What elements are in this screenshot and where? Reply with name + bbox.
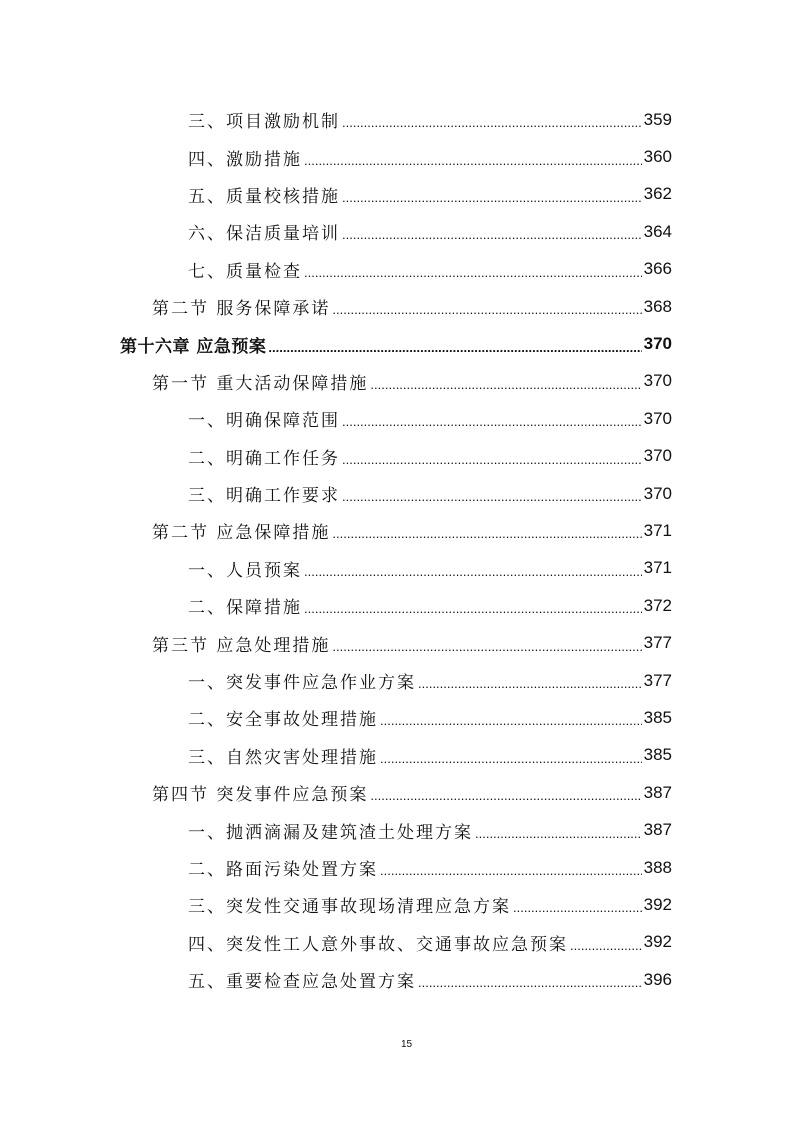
dot-leader bbox=[370, 377, 641, 392]
toc-entry-title: 二、路面污染处置方案 bbox=[188, 860, 378, 880]
toc-subsection-entry[interactable] bbox=[0, 849, 793, 886]
dot-leader bbox=[418, 975, 642, 990]
dot-leader bbox=[332, 639, 641, 654]
toc-section-entry[interactable] bbox=[0, 624, 793, 661]
toc-subsection-entry[interactable] bbox=[0, 662, 793, 699]
dot-leader bbox=[475, 826, 642, 841]
dot-leader bbox=[332, 302, 641, 317]
toc-entry-title: 三、突发性交通事故现场清理应急方案 bbox=[188, 897, 511, 918]
dot-leader bbox=[570, 938, 642, 953]
dot-leader bbox=[332, 526, 641, 541]
dot-leader bbox=[268, 340, 641, 355]
toc-entry-title: 一、抛洒滴漏及建筑渣土处理方案 bbox=[188, 822, 473, 843]
toc-entry-page: 392 bbox=[643, 932, 672, 952]
toc-entry-page: 371 bbox=[643, 520, 672, 540]
toc-entry-title: 二、安全事故处理措施 bbox=[188, 710, 378, 731]
toc-subsection-entry[interactable] bbox=[0, 438, 793, 475]
dot-leader bbox=[304, 601, 642, 616]
toc-entry-title: 第三节 应急处理措施 bbox=[152, 635, 331, 656]
toc-subsection-entry[interactable] bbox=[0, 699, 793, 736]
toc-section-entry[interactable] bbox=[0, 363, 793, 400]
toc-subsection-entry[interactable] bbox=[0, 587, 793, 624]
toc-entry-page: 362 bbox=[643, 184, 672, 204]
dot-leader bbox=[513, 900, 642, 915]
toc-entry-page: 360 bbox=[643, 147, 672, 167]
toc-entry-title: 二、明确工作任务 bbox=[188, 448, 340, 469]
toc-section-entry[interactable] bbox=[0, 288, 793, 325]
toc-entry-title: 四、激励措施 bbox=[188, 149, 302, 170]
toc-subsection-entry[interactable] bbox=[0, 213, 793, 250]
dot-leader bbox=[380, 751, 642, 766]
toc-subsection-entry[interactable] bbox=[0, 138, 793, 175]
dot-leader bbox=[342, 227, 642, 242]
toc-entry-title: 三、明确工作要求 bbox=[188, 486, 340, 507]
toc-section-entry[interactable] bbox=[0, 774, 793, 811]
toc-entry-page: 370 bbox=[643, 483, 672, 503]
toc-entry-title: 二、保障措施 bbox=[188, 598, 302, 619]
dot-leader bbox=[342, 414, 642, 429]
toc-entry-page: 385 bbox=[643, 745, 672, 765]
dot-leader bbox=[304, 265, 642, 280]
toc-entry-title: 第一节 重大活动保障措施 bbox=[152, 373, 369, 394]
dot-leader bbox=[418, 676, 642, 691]
dot-leader bbox=[342, 452, 642, 467]
toc-subsection-entry[interactable] bbox=[0, 400, 793, 437]
toc-entry-title: 一、人员预案 bbox=[188, 560, 302, 581]
toc-entry-title: 第十六章 应急预案 bbox=[120, 336, 267, 357]
toc-entry-title: 第二节 服务保障承诺 bbox=[152, 299, 331, 320]
toc-entry-page: 370 bbox=[643, 334, 672, 354]
dot-leader bbox=[342, 190, 642, 205]
toc-entry-page: 371 bbox=[643, 558, 672, 578]
toc-entry-page: 387 bbox=[643, 782, 672, 802]
dot-leader bbox=[342, 489, 642, 504]
toc-entry-title: 七、质量检查 bbox=[188, 261, 302, 282]
toc-entry-title: 一、明确保障范围 bbox=[188, 411, 340, 432]
toc-entry-page: 370 bbox=[643, 446, 672, 466]
toc-entry-page: 388 bbox=[643, 857, 672, 877]
toc-entry-title: 三、项目激励机制 bbox=[188, 112, 340, 133]
toc-entry-page: 396 bbox=[643, 969, 672, 989]
page-number: 15 bbox=[400, 1039, 413, 1050]
toc-subsection-entry[interactable] bbox=[0, 550, 793, 587]
toc-entry-page: 372 bbox=[643, 595, 672, 615]
toc-entry-page: 387 bbox=[643, 820, 672, 840]
toc-entry-page: 359 bbox=[643, 109, 672, 129]
dot-leader bbox=[380, 713, 642, 728]
toc-entry-title: 一、突发事件应急作业方案 bbox=[188, 673, 416, 694]
toc-entry-title: 五、重要检查应急处置方案 bbox=[188, 972, 416, 993]
toc-entry-page: 366 bbox=[643, 259, 672, 279]
dot-leader bbox=[370, 788, 641, 803]
toc-entry-page: 364 bbox=[643, 221, 672, 241]
toc-entry-title: 第二节 应急保障措施 bbox=[152, 523, 331, 544]
toc-entry-page: 377 bbox=[643, 670, 672, 690]
toc-subsection-entry[interactable] bbox=[0, 924, 793, 961]
toc-subsection-entry[interactable] bbox=[0, 811, 793, 848]
toc-subsection-entry[interactable] bbox=[0, 886, 793, 923]
toc-entry-title: 四、突发性工人意外事故、交通事故应急预案 bbox=[188, 934, 568, 955]
dot-leader bbox=[304, 153, 642, 168]
dot-leader bbox=[342, 115, 642, 130]
toc-entry-title: 三、自然灾害处理措施 bbox=[188, 747, 378, 768]
toc-subsection-entry[interactable] bbox=[0, 251, 793, 288]
toc-entry-title: 六、保洁质量培训 bbox=[188, 224, 340, 245]
toc-entry-page: 377 bbox=[643, 633, 672, 653]
toc-subsection-entry[interactable] bbox=[0, 101, 793, 138]
dot-leader bbox=[304, 564, 642, 579]
toc-entry-page: 370 bbox=[643, 371, 672, 391]
toc-section-entry[interactable] bbox=[0, 512, 793, 549]
toc-entry-page: 392 bbox=[643, 894, 672, 914]
toc-entry-title: 第四节 突发事件应急预案 bbox=[152, 785, 369, 806]
toc-entry-page: 368 bbox=[643, 296, 672, 316]
dot-leader bbox=[380, 863, 642, 878]
toc-subsection-entry[interactable] bbox=[0, 176, 793, 213]
toc-subsection-entry[interactable] bbox=[0, 737, 793, 774]
toc-subsection-entry[interactable] bbox=[0, 961, 793, 998]
table-of-contents bbox=[0, 101, 793, 998]
toc-subsection-entry[interactable] bbox=[0, 475, 793, 512]
toc-entry-page: 370 bbox=[643, 408, 672, 428]
toc-entry-page: 385 bbox=[643, 707, 672, 727]
toc-entry-title: 五、质量校核措施 bbox=[188, 186, 340, 207]
toc-chapter-entry[interactable] bbox=[0, 325, 793, 362]
